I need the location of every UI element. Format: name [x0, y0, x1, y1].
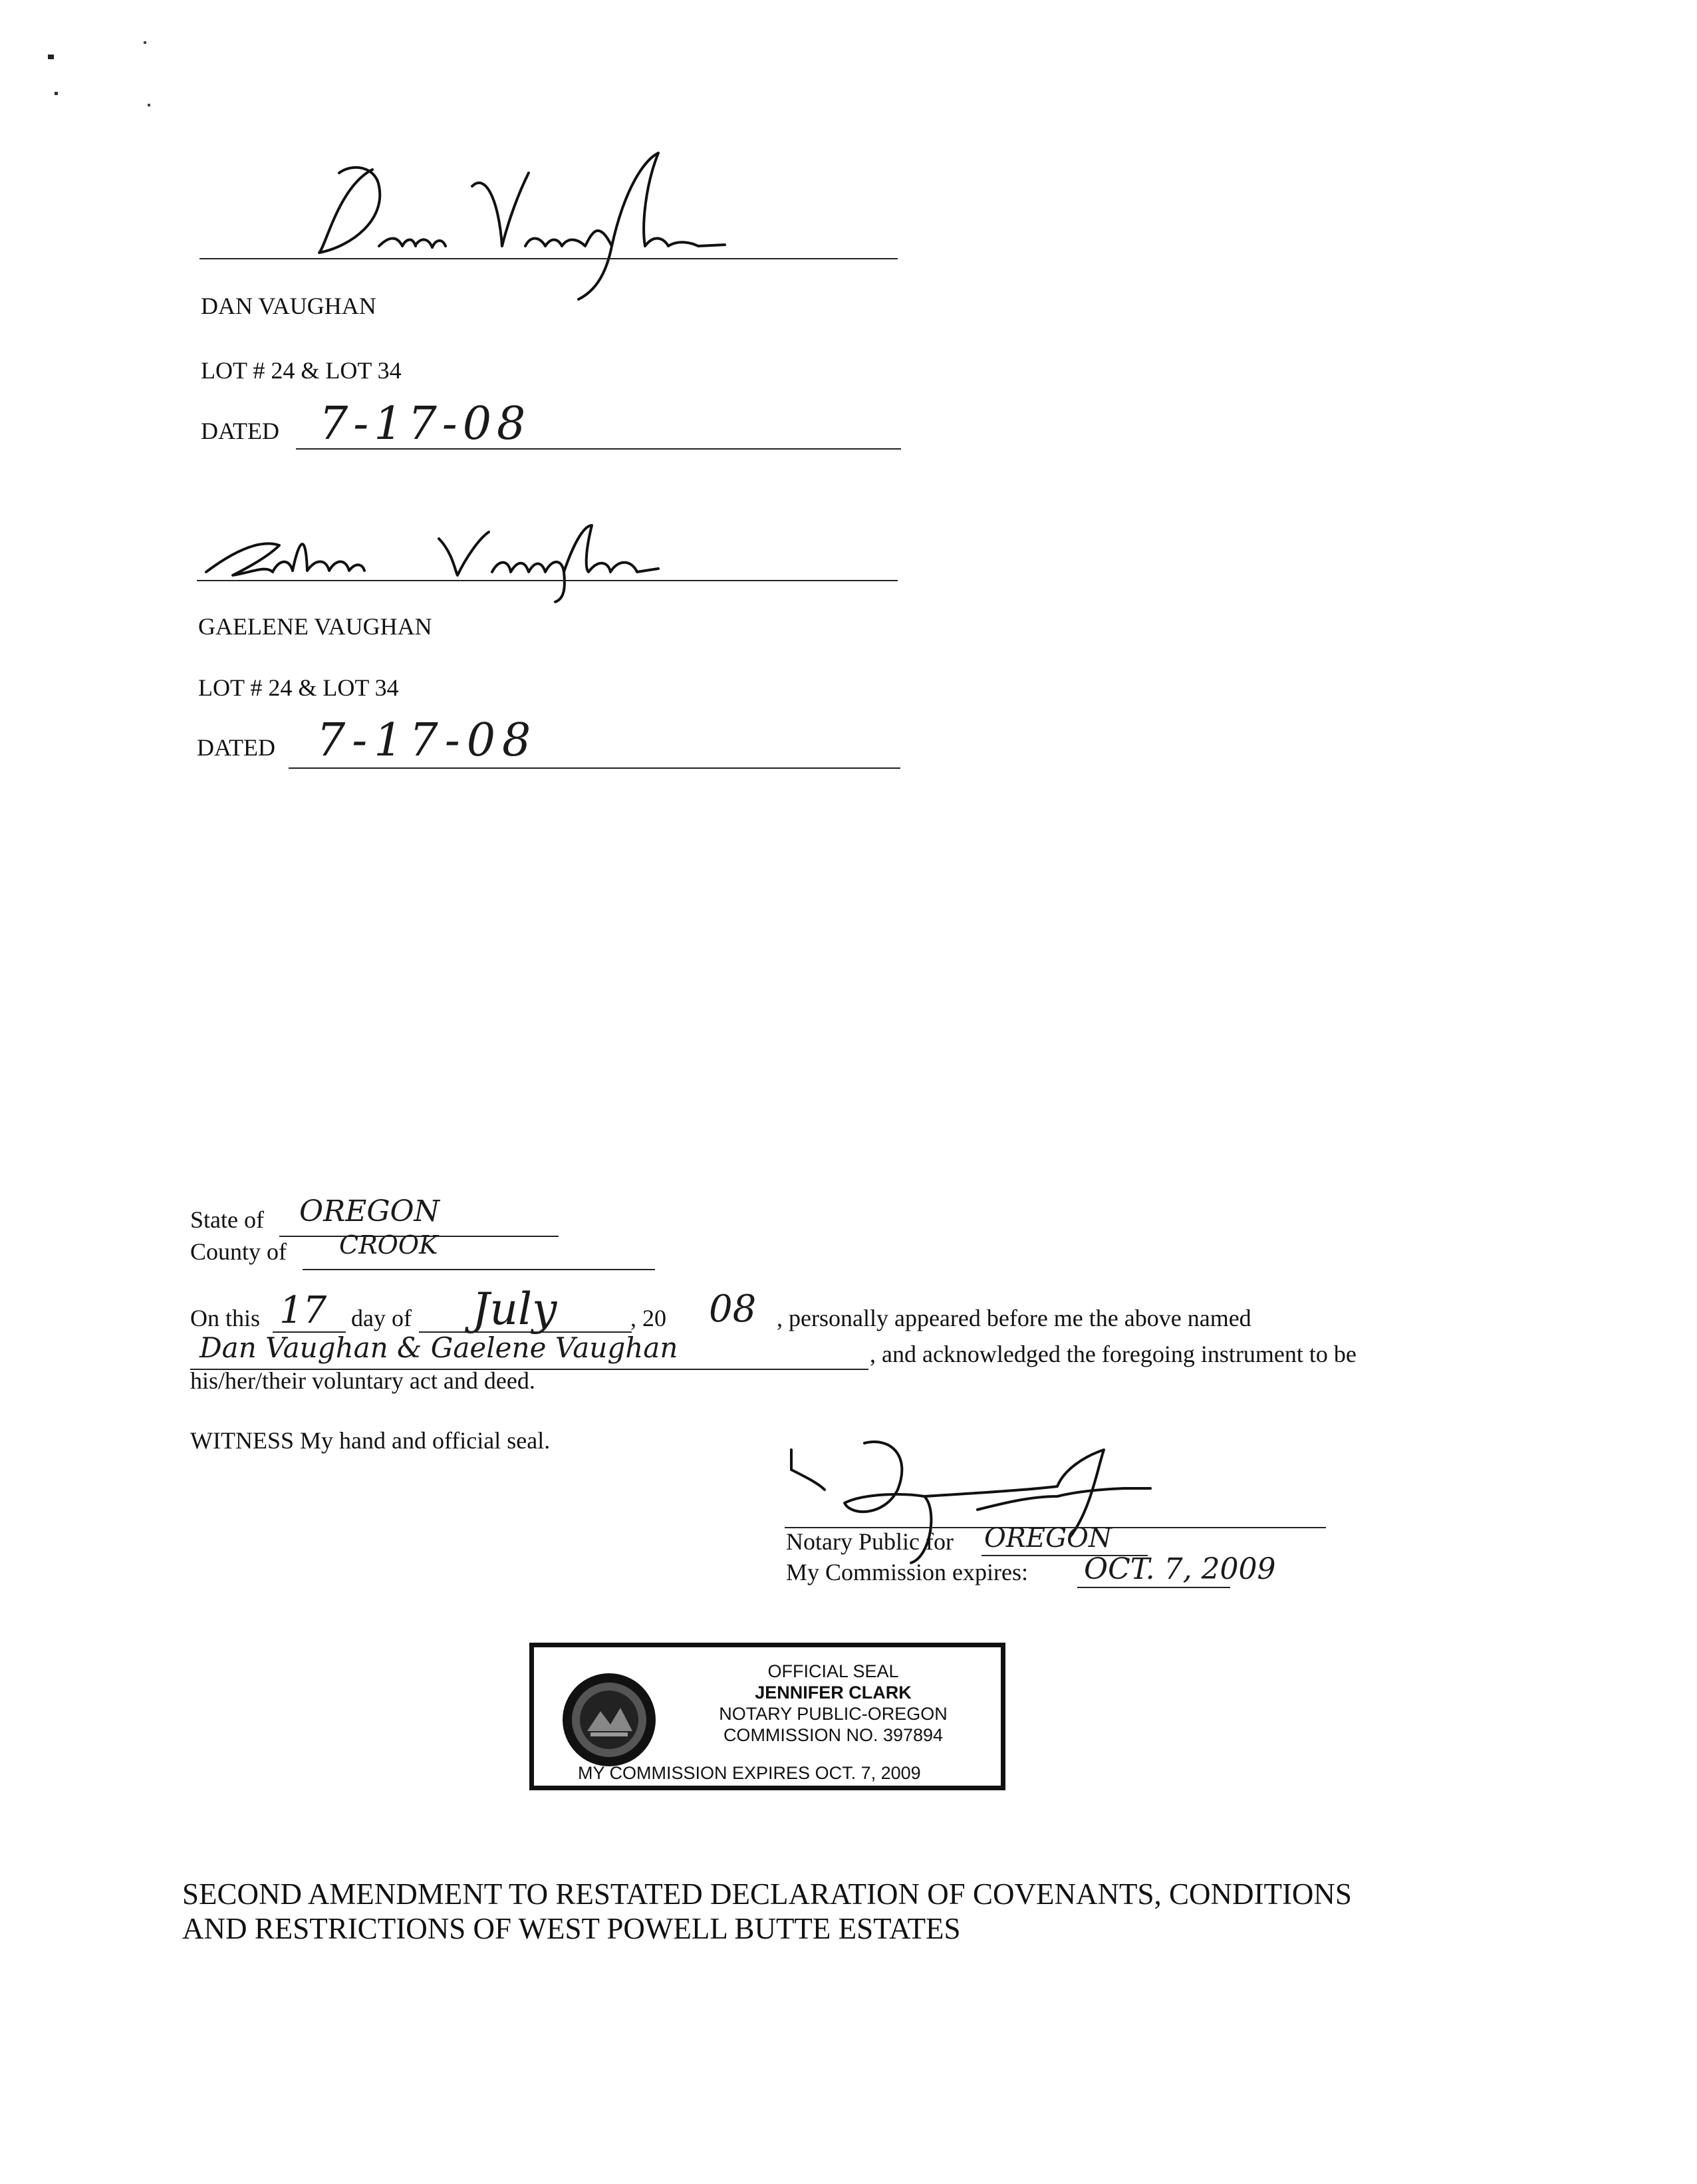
state-seal-emblem	[561, 1671, 658, 1768]
month-value: July	[472, 1284, 557, 1335]
commission-line	[1077, 1587, 1230, 1588]
state-label: State of	[190, 1206, 264, 1233]
county-value: CROOK	[339, 1230, 438, 1260]
dated-line-2	[289, 767, 900, 769]
commission-label: My Commission expires:	[786, 1559, 1029, 1585]
seal-expiration: MY COMMISSION EXPIRES OCT. 7, 2009	[578, 1763, 921, 1783]
commission-value: OCT. 7, 2009	[1084, 1552, 1276, 1586]
day-value: 17	[279, 1289, 327, 1332]
dated-line-1	[296, 448, 901, 450]
state-value: OREGON	[299, 1194, 440, 1228]
seal-title: OFFICIAL SEAL	[767, 1661, 899, 1681]
document-title-line-2: AND RESTRICTIONS OF WEST POWELL BUTTE ESTATES	[182, 1912, 961, 1945]
document-title	[182, 1877, 1512, 1946]
county-label: County of	[190, 1238, 287, 1265]
signature-line-2	[197, 580, 898, 581]
day-of-label: day of	[351, 1305, 412, 1331]
on-this-label: On this	[190, 1305, 261, 1331]
seal-notary-state: NOTARY PUBLIC-OREGON	[719, 1704, 948, 1724]
signer2-lot: LOT # 24 & LOT 34	[198, 674, 399, 701]
witness-text: WITNESS My hand and official seal.	[190, 1427, 551, 1454]
official-seal-stamp	[529, 1643, 1005, 1790]
year-prefix: , 20	[630, 1305, 666, 1331]
ack-text: , and acknowledged the foregoing instrument to be	[870, 1341, 1357, 1367]
signer1-name: DAN VAUGHAN	[201, 293, 376, 319]
notary-public-label: Notary Public for	[786, 1528, 954, 1555]
seal-notary-name: JENNIFER CLARK	[755, 1683, 912, 1703]
signature-dan-vaughn	[299, 146, 738, 306]
signer1-dated-label: DATED	[201, 418, 279, 444]
seal-commission-number: COMMISSION NO. 397894	[723, 1725, 944, 1745]
year-value: 08	[709, 1288, 757, 1331]
signer2-name: GAELENE VAUGHAN	[198, 613, 432, 640]
signature-gelene-vaughan	[193, 512, 751, 605]
signature-line-1	[199, 258, 898, 259]
voluntary-text: his/her/their voluntary act and deed.	[190, 1367, 535, 1394]
county-line	[303, 1269, 655, 1270]
signer2-dated-value: 7-17-08	[317, 714, 538, 767]
signer2-dated-label: DATED	[197, 734, 275, 761]
signer1-dated-value: 7-17-08	[319, 398, 531, 450]
notary-public-value: OREGON	[984, 1523, 1112, 1554]
signer1-lot: LOT # 24 & LOT 34	[201, 357, 402, 384]
names-value: Dan Vaughan & Gaelene Vaughan	[199, 1331, 678, 1364]
appeared-text: , personally appeared before me the above named	[777, 1305, 1251, 1331]
document-title-line-1: SECOND AMENDMENT TO RESTATED DECLARATION OF COVENANTS, CONDITIONS	[182, 1877, 1352, 1911]
